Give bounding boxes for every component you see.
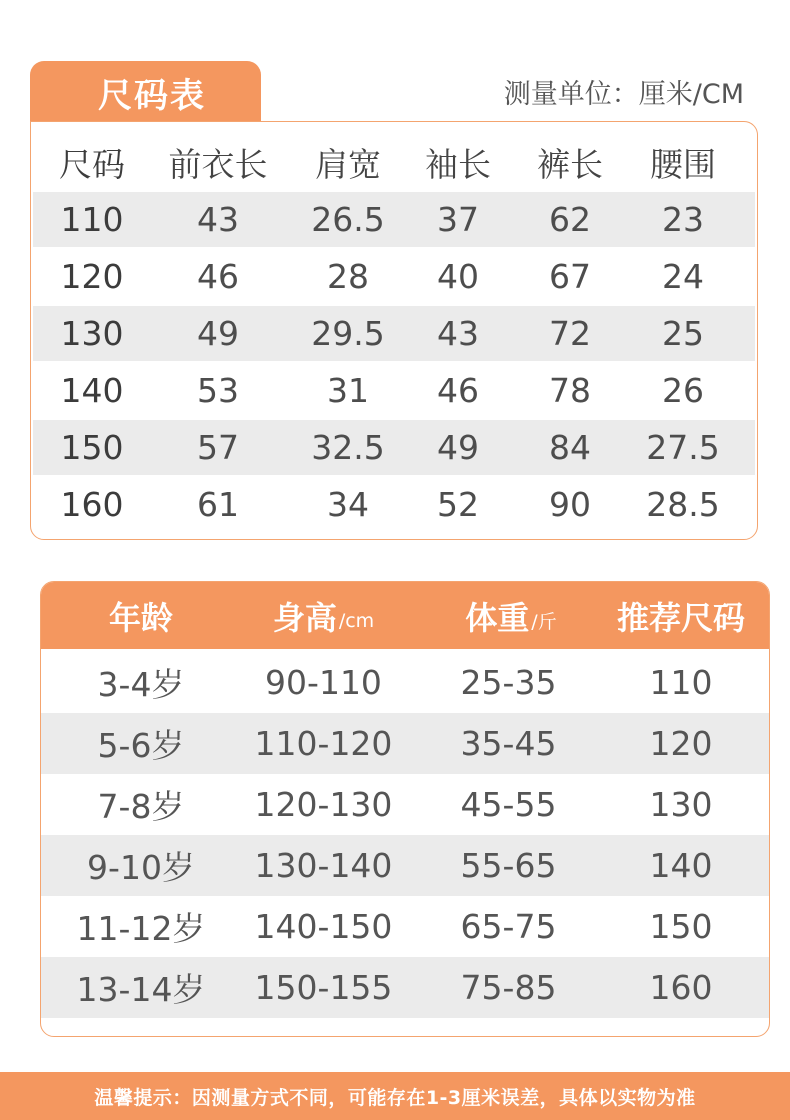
cell-shoulder: 34 xyxy=(327,485,369,524)
table-row xyxy=(33,306,755,361)
cell-sleeve: 46 xyxy=(437,371,479,410)
cell-pants-length: 62 xyxy=(549,200,591,239)
size-chart-title: 尺码表 xyxy=(30,61,261,123)
table-row xyxy=(33,363,755,418)
cell-age: 3-4岁 xyxy=(97,665,185,704)
size-recommendation-table xyxy=(40,581,770,1037)
cell-shoulder: 31 xyxy=(327,371,369,410)
header-recommended-size xyxy=(601,582,761,649)
cell-size: 160 xyxy=(60,485,124,524)
header-height-unit: /cm xyxy=(338,609,375,632)
recommendation-header-row xyxy=(41,582,769,649)
table-row xyxy=(41,713,769,774)
cell-weight: 25-35 xyxy=(460,663,557,702)
cell-recommended-size: 150 xyxy=(649,907,713,946)
cell-age: 11-12岁 xyxy=(76,909,206,948)
header-weight-label: 体重 xyxy=(465,598,530,637)
cell-recommended-size: 160 xyxy=(649,968,713,1007)
footer-note: 温馨提示：因测量方式不同，可能存在1-3厘米误差，具体以实物为准 xyxy=(0,1072,790,1120)
table-row xyxy=(33,192,755,247)
cell-weight: 65-75 xyxy=(460,907,557,946)
cell-weight: 55-65 xyxy=(460,846,557,885)
cell-shoulder: 32.5 xyxy=(311,428,385,467)
cell-height: 120-130 xyxy=(254,785,393,824)
cell-recommended-size: 140 xyxy=(649,846,713,885)
cell-size: 140 xyxy=(60,371,124,410)
cell-front-length: 61 xyxy=(197,485,239,524)
cell-size: 120 xyxy=(60,257,124,296)
cell-sleeve: 52 xyxy=(437,485,479,524)
cell-front-length: 57 xyxy=(197,428,239,467)
cell-recommended-size: 110 xyxy=(649,663,713,702)
table-row xyxy=(33,477,755,532)
cell-shoulder: 28 xyxy=(327,257,369,296)
cell-weight: 35-45 xyxy=(460,724,557,763)
table-row xyxy=(41,835,769,896)
table-row xyxy=(41,652,769,713)
cell-sleeve: 49 xyxy=(437,428,479,467)
cell-pants-length: 72 xyxy=(549,314,591,353)
cell-sleeve: 40 xyxy=(437,257,479,296)
cell-waist: 24 xyxy=(662,257,704,296)
cell-age: 13-14岁 xyxy=(76,970,206,1009)
cell-front-length: 46 xyxy=(197,257,239,296)
unit-note: 测量单位：厘米/CM xyxy=(503,79,744,110)
cell-waist: 25 xyxy=(662,314,704,353)
cell-waist: 26 xyxy=(662,371,704,410)
header-sleeve: 袖长 xyxy=(425,145,491,184)
header-weight xyxy=(421,582,601,649)
cell-pants-length: 90 xyxy=(549,485,591,524)
cell-weight: 45-55 xyxy=(460,785,557,824)
cell-sleeve: 43 xyxy=(437,314,479,353)
cell-size: 110 xyxy=(60,200,124,239)
cell-height: 140-150 xyxy=(254,907,393,946)
cell-recommended-size: 120 xyxy=(649,724,713,763)
cell-size: 150 xyxy=(60,428,124,467)
size-chart-table xyxy=(30,121,758,540)
header-height-label: 身高 xyxy=(272,598,337,637)
cell-height: 90-110 xyxy=(265,663,382,702)
cell-waist: 23 xyxy=(662,200,704,239)
header-weight-unit: /斤 xyxy=(531,611,557,633)
cell-age: 7-8岁 xyxy=(97,787,185,826)
header-front-length: 前衣长 xyxy=(168,145,268,184)
cell-shoulder: 29.5 xyxy=(311,314,385,353)
cell-height: 130-140 xyxy=(254,846,393,885)
cell-size: 130 xyxy=(60,314,124,353)
header-age-label: 年龄 xyxy=(108,598,173,637)
cell-pants-length: 67 xyxy=(549,257,591,296)
table-row xyxy=(41,957,769,1018)
header-recommended-size-label: 推荐尺码 xyxy=(616,598,745,637)
cell-waist: 28.5 xyxy=(646,485,720,524)
cell-height: 150-155 xyxy=(254,968,393,1007)
cell-pants-length: 78 xyxy=(549,371,591,410)
header-size: 尺码 xyxy=(59,145,125,184)
cell-waist: 27.5 xyxy=(646,428,720,467)
header-waist: 腰围 xyxy=(650,145,716,184)
cell-pants-length: 84 xyxy=(549,428,591,467)
size-chart-header-row xyxy=(33,135,755,190)
header-age xyxy=(51,582,231,649)
cell-age: 9-10岁 xyxy=(87,848,195,887)
table-row xyxy=(41,896,769,957)
cell-sleeve: 37 xyxy=(437,200,479,239)
cell-front-length: 49 xyxy=(197,314,239,353)
cell-height: 110-120 xyxy=(254,724,393,763)
header-shoulder: 肩宽 xyxy=(315,145,381,184)
cell-age: 5-6岁 xyxy=(97,726,185,765)
cell-front-length: 43 xyxy=(197,200,239,239)
cell-front-length: 53 xyxy=(197,371,239,410)
table-row xyxy=(33,420,755,475)
cell-recommended-size: 130 xyxy=(649,785,713,824)
header-height xyxy=(231,582,416,649)
cell-shoulder: 26.5 xyxy=(311,200,385,239)
table-row xyxy=(33,249,755,304)
cell-weight: 75-85 xyxy=(460,968,557,1007)
table-row xyxy=(41,774,769,835)
header-pants-length: 裤长 xyxy=(537,145,603,184)
